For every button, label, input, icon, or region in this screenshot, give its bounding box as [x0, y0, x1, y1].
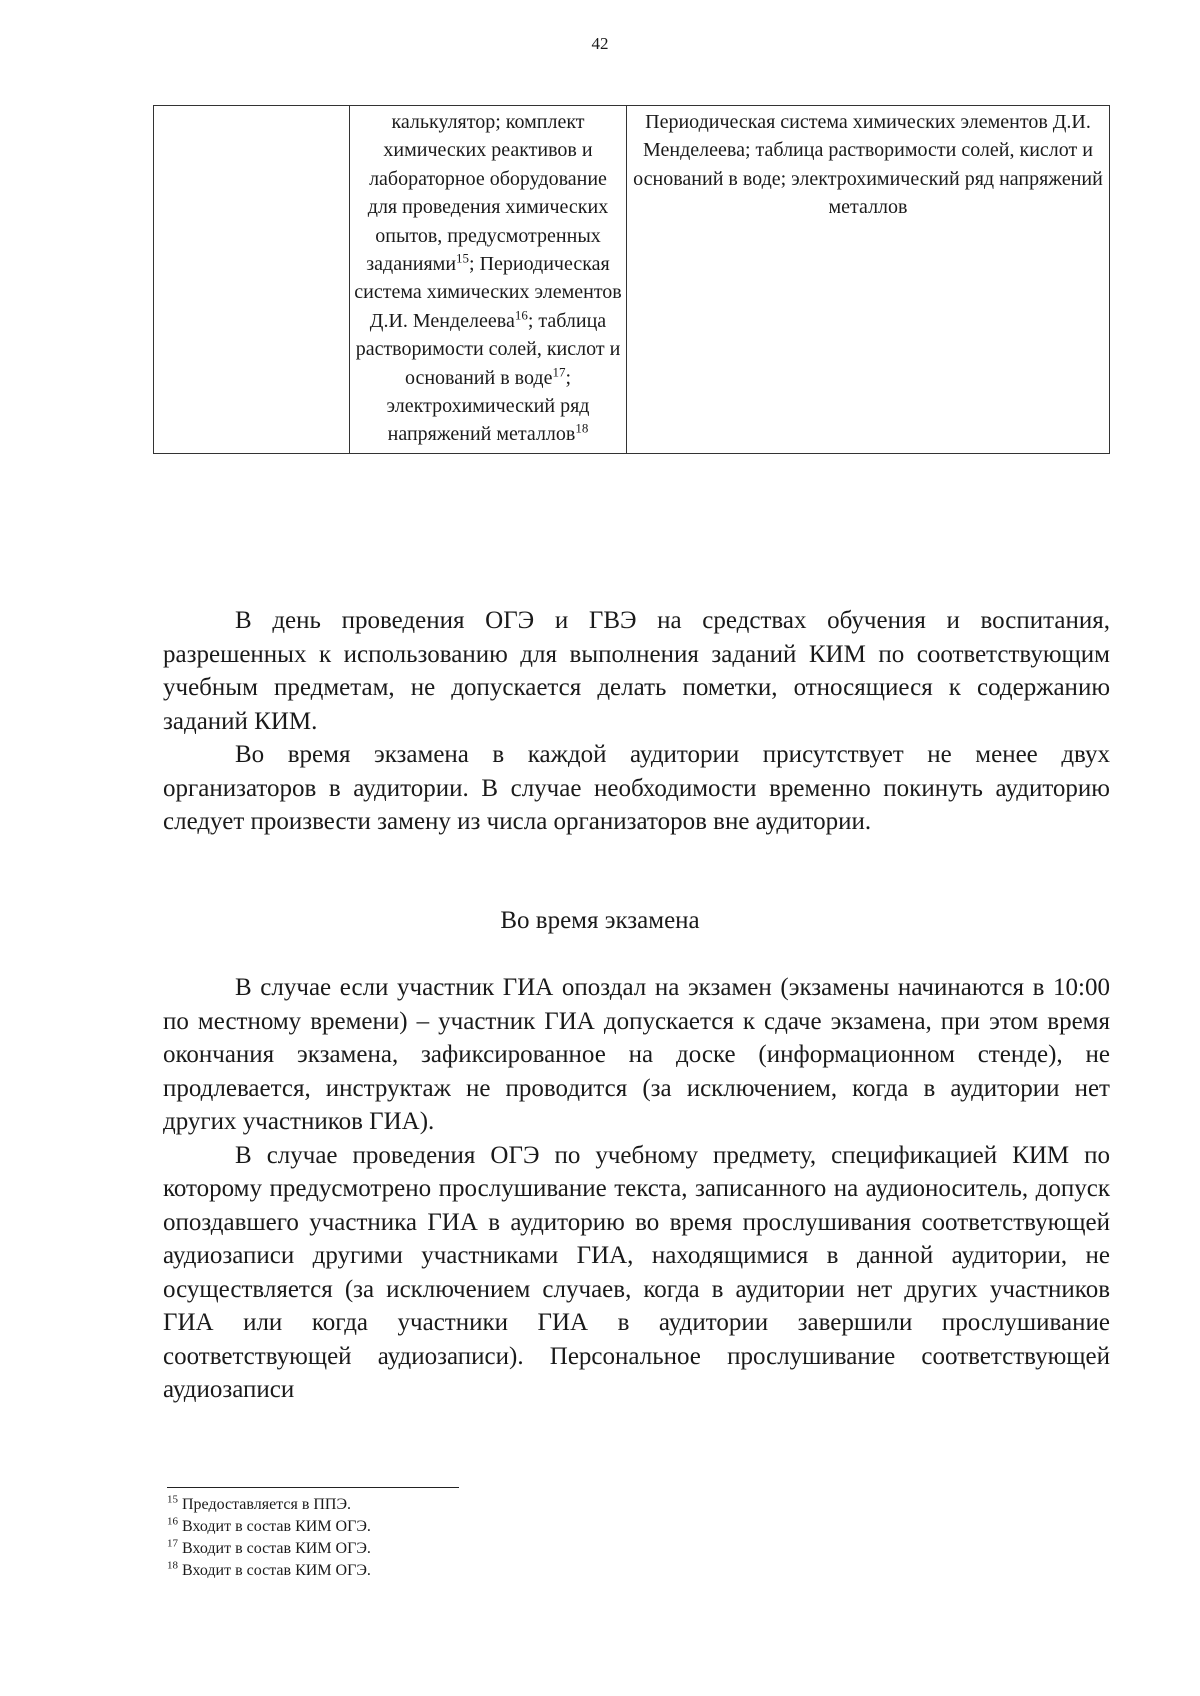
footnote	[167, 1560, 767, 1582]
footnote-text: Предоставляется в ППЭ.	[178, 1496, 352, 1513]
body-text-block	[163, 971, 1110, 1407]
footnote-ref: 15	[456, 250, 470, 266]
table-row	[154, 106, 1110, 454]
page-number: 42	[591, 34, 609, 53]
footnote-number: 17	[167, 1537, 178, 1550]
footnote-text: Входит в состав КИМ ОГЭ.	[178, 1540, 371, 1557]
footnote-ref: 16	[514, 307, 528, 323]
cell-text: ; Периодическая система химических элементов Д.И. Менделеева	[354, 253, 622, 332]
table-cell-subject	[154, 106, 350, 454]
footnote-text: Входит в состав КИМ ОГЭ.	[178, 1562, 371, 1579]
paragraph: В случае проведения ОГЭ по учебному предмету, спецификацией КИМ по которому предусмотрено прослушивание текста, записанного на аудионоситель, допуск опоздавшего участника ГИА в аудиторию во время прослушивания соответствующей аудиозаписи другими участниками ГИА, находящимися в данной аудитории, не осуществляется (за исключением случаев, когда в аудитории нет других участников ГИА или когда участники ГИА в аудитории завершили прослушивание соответствующей аудиозаписи). Персональное прослушивание соответствующей аудиозаписи	[163, 1141, 1110, 1403]
body-text-block	[163, 604, 1110, 839]
footnote	[167, 1516, 767, 1538]
cell-text: калькулятор; комплект химических реактивов и лабораторное оборудование для проведения химических опытов, предусмотренных заданиями	[366, 111, 609, 276]
cell-text: ; таблица растворимости солей, кислот и оснований в воде	[355, 309, 621, 389]
footnote	[167, 1494, 767, 1516]
paragraph: В день проведения ОГЭ и ГВЭ на средствах обучения и воспитания, разрешенных к использованию для выполнения заданий КИМ по соответствующим учебным предметам, не допускается делать пометки, относящиеся к содержанию заданий КИМ.	[163, 607, 1110, 735]
footnote-ref: 17	[552, 364, 566, 379]
footnote-ref: 18	[575, 420, 589, 436]
footnote-number: 15	[167, 1493, 178, 1506]
footnote-number: 16	[167, 1515, 178, 1528]
footnote-separator	[167, 1487, 459, 1488]
paragraph: Во время экзамена в каждой аудитории присутствует не менее двух организаторов в аудитории. В случае необходимости временно покинуть аудиторию следует произвести замену из числа организаторов вне аудитории.	[163, 741, 1110, 835]
table-cell-gve-materials: Периодическая система химических элементов Д.И. Менделеева; таблица растворимости солей, кислот и оснований в воде; электрохимический ряд напряжений металлов	[627, 106, 1110, 454]
table-cell-exam-materials	[350, 106, 627, 454]
section-heading: Во время экзамена	[500, 907, 700, 934]
footnotes	[167, 1494, 767, 1582]
materials-table	[153, 105, 1110, 454]
paragraph: В случае если участник ГИА опоздал на экзамен (экзамены начинаются в 10:00 по местному времени) – участник ГИА допускается к сдаче экзамена, при этом время окончания экзамена, зафиксированное на доске (информационном стенде), не продлевается, инструктаж не проводится (за исключением, когда в аудитории нет других участников ГИА).	[163, 974, 1110, 1135]
footnote	[167, 1538, 767, 1560]
footnote-text: Входит в состав КИМ ОГЭ.	[178, 1518, 371, 1535]
footnote-number: 18	[167, 1559, 178, 1572]
cell-text: ; электрохимический ряд напряжений металлов	[386, 366, 590, 446]
